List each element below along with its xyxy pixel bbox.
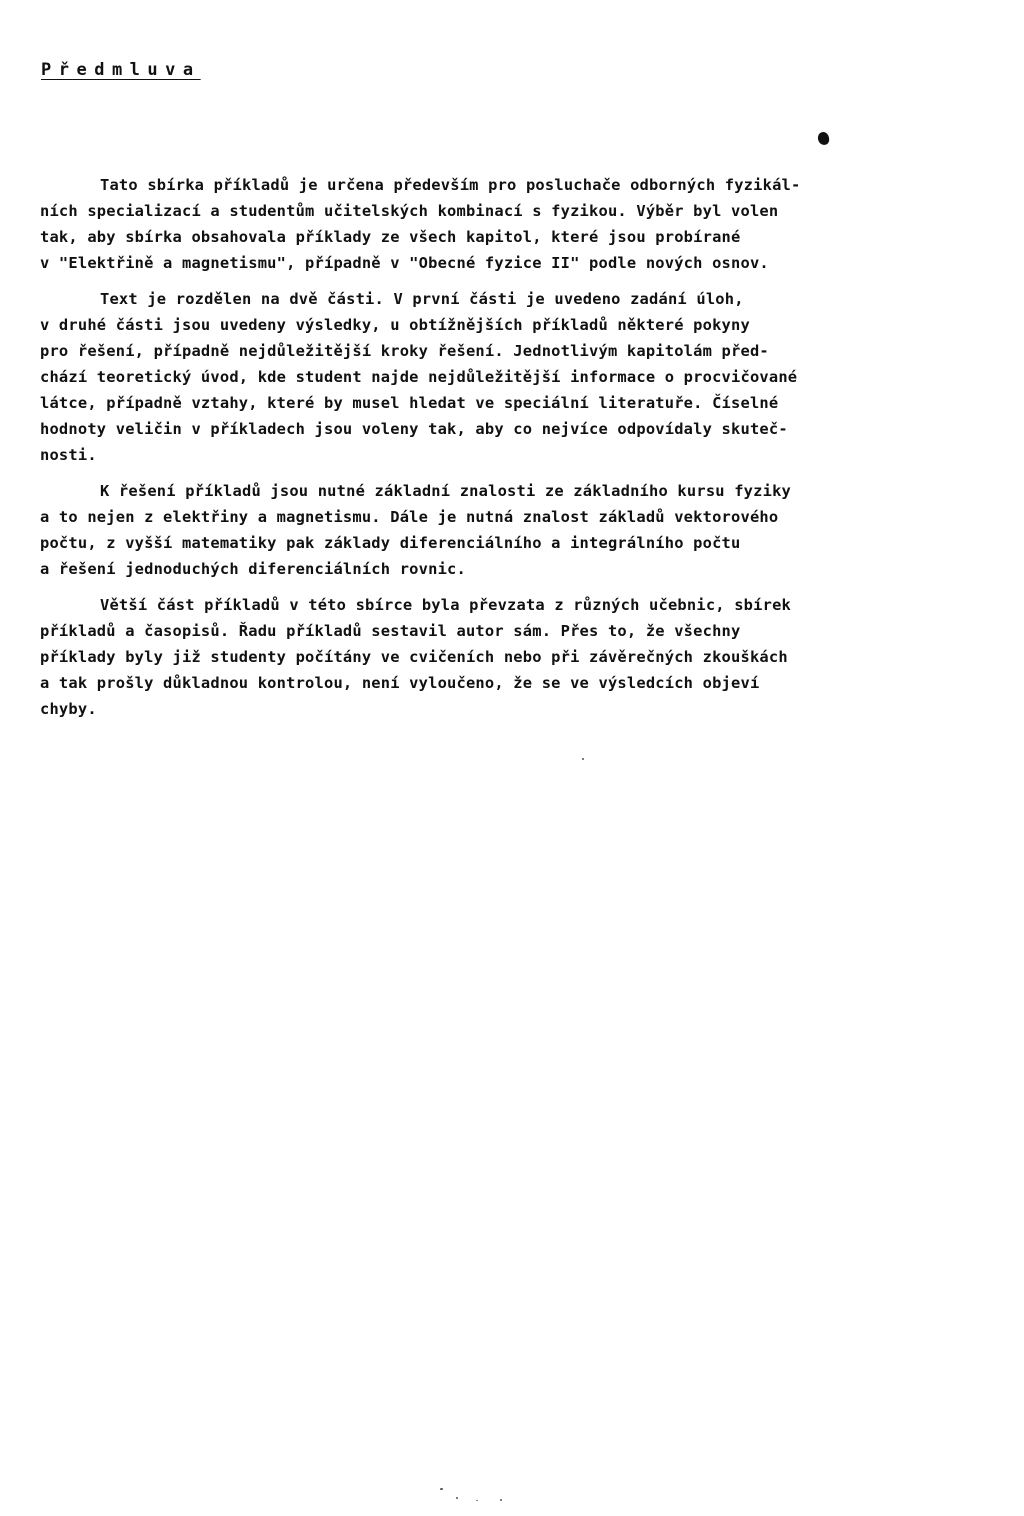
paragraph-line: a to nejen z elektřiny a magnetismu. Dále je nutná znalost základů vektorového (40, 508, 779, 526)
paragraph-line: a tak prošly důkladnou kontrolou, není vyloučeno, že se ve výsledcích objeví (40, 674, 760, 692)
paragraph-line: pro řešení, případně nejdůležitější kroky řešení. Jednotlivým kapitolám před- (40, 342, 769, 360)
paragraph-line: Větší část příkladů v této sbírce byla převzata z různých učebnic, sbírek (100, 596, 792, 614)
scan-speck (500, 1499, 502, 1501)
paragraph-line: v "Elektřině a magnetismu", případně v "Obecné fyzice II" podle nových osnov. (40, 254, 769, 272)
paragraph-line: hodnoty veličin v příkladech jsou voleny tak, aby co nejvíce odpovídaly skuteč- (40, 420, 788, 438)
paragraph-3 (40, 478, 985, 582)
paragraph-line: ních specializací a studentům učitelských kombinací s fyzikou. Výběr byl volen (40, 202, 779, 220)
scan-speck (440, 1488, 443, 1490)
paragraph-line: nosti. (40, 446, 97, 464)
paragraph-line: příkladů a časopisů. Řadu příkladů sestavil autor sám. Přes to, že všechny (40, 622, 741, 640)
page-title: Předmluva (41, 60, 201, 80)
ink-blot-mark (817, 131, 830, 146)
scan-speck (476, 1500, 478, 1501)
paragraph-2 (40, 286, 985, 468)
paragraph-line: Text je rozdělen na dvě části. V první části je uvedeno zadání úloh, (100, 290, 744, 308)
paragraph-line: Tato sbírka příkladů je určena především pro posluchače odborných fyzikál- (100, 176, 801, 194)
paragraph-4 (40, 592, 985, 722)
paragraph-line: a řešení jednoduchých diferenciálních rovnic. (40, 560, 466, 578)
paragraph-1 (40, 172, 985, 276)
preface-body (40, 172, 985, 732)
scan-speck (456, 1497, 458, 1499)
paragraph-line: v druhé části jsou uvedeny výsledky, u obtížnějších příkladů některé pokyny (40, 316, 750, 334)
paragraph-line: K řešení příkladů jsou nutné základní znalosti ze základního kursu fyziky (100, 482, 792, 500)
paragraph-line: počtu, z vyšší matematiky pak základy diferenciálního a integrálního počtu (40, 534, 741, 552)
paragraph-line: příklady byly již studenty počítány ve cvičeních nebo při závěrečných zkouškách (40, 648, 788, 666)
paragraph-line: tak, aby sbírka obsahovala příklady ze všech kapitol, které jsou probírané (40, 228, 741, 246)
scan-speck (582, 758, 584, 760)
paragraph-line: látce, případně vztahy, které by musel hledat ve speciální literatuře. Číselné (40, 394, 779, 412)
paragraph-line: chází teoretický úvod, kde student najde nejdůležitější informace o procvičované (40, 368, 798, 386)
paragraph-line: chyby. (40, 700, 97, 718)
